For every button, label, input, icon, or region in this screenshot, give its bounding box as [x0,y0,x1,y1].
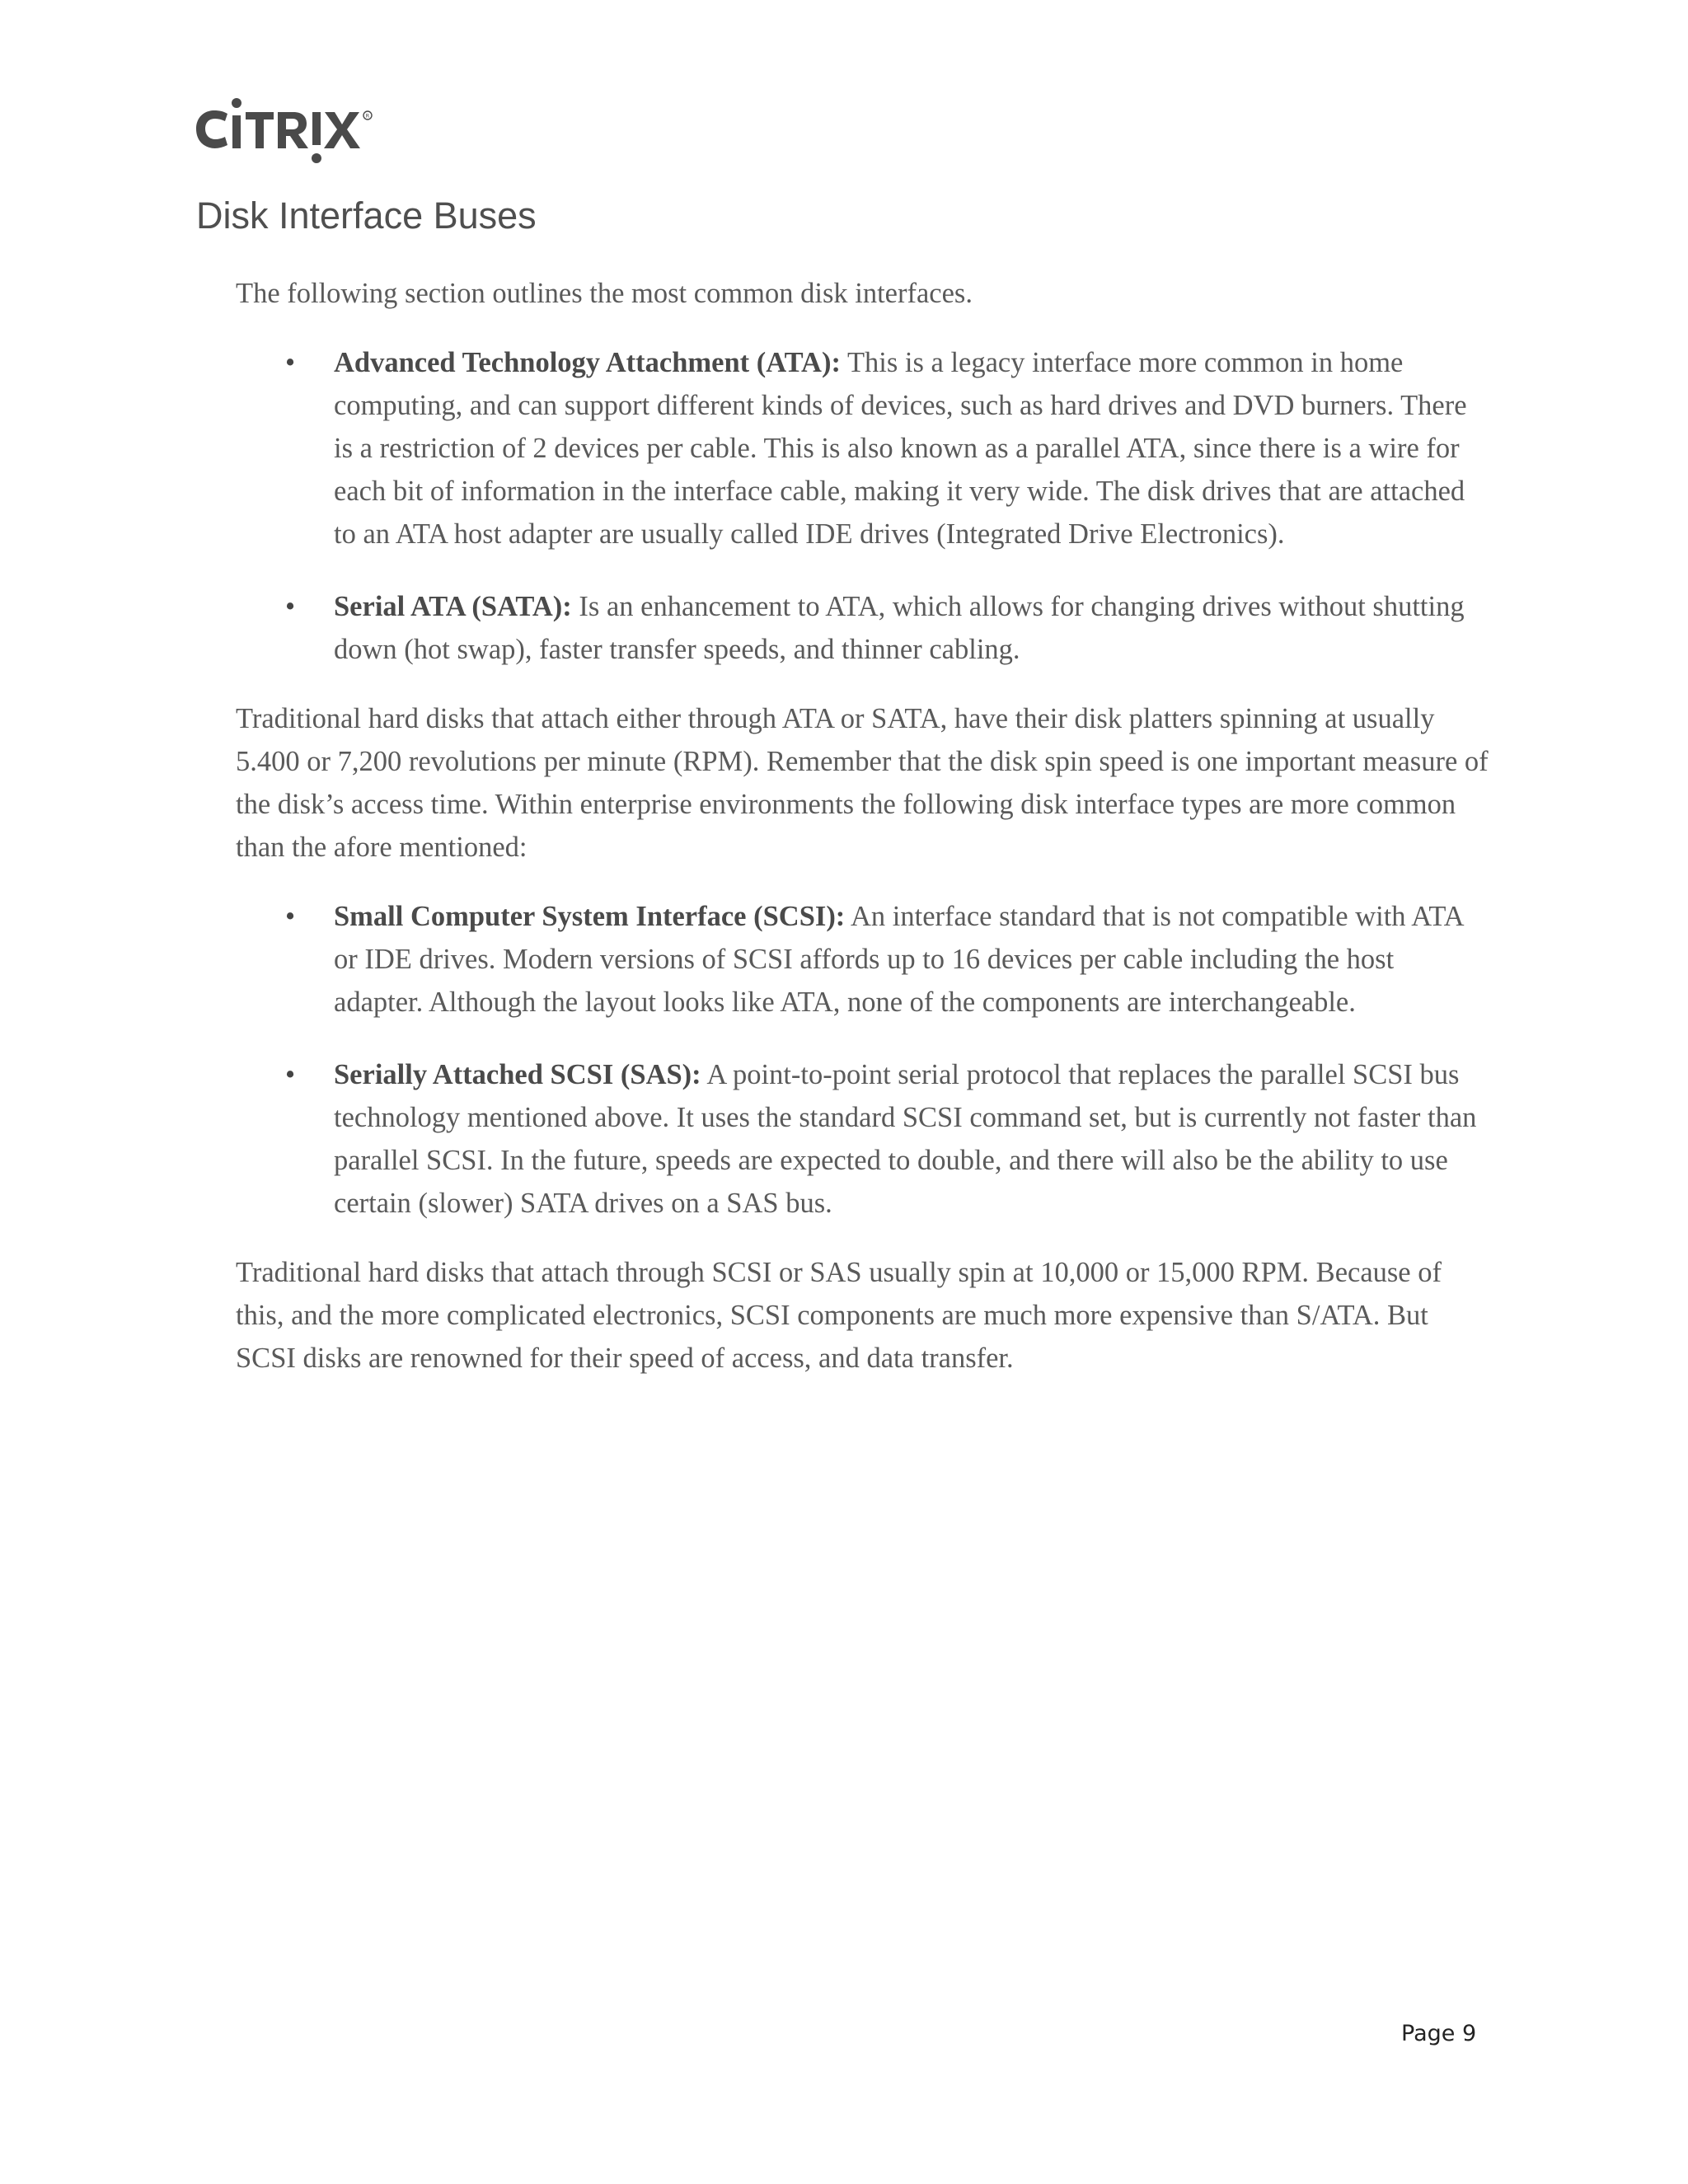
description-scsi: An interface standard that is not compatible with ATA or IDE drives. Modern versions of SCSI affords up to 16 devices per cable including the host adapter. Although the layout looks like ATA, none of the components are interchangeable. [334,901,1463,1018]
term-ata: Advanced Technology Attachment (ATA): [334,347,841,378]
document-body [236,272,1489,1406]
scsi-speed-paragraph: Traditional hard disks that attach through SCSI or SAS usually spin at 10,000 or 15,000 RPM. Because of this, and the more complicated electronics, SCSI components are much more expensive than S/ATA. But SCSI disks are renowned for their speed of access, and data transfer. [236,1257,1442,1374]
svg-text:R: R [365,112,370,120]
page-number: Page 9 [1401,2021,1477,2046]
bullet-icon: • [285,347,296,378]
bullet-icon: • [285,591,296,622]
intro-paragraph: The following section outlines the most common disk interfaces. [236,278,973,309]
term-sas: Serially Attached SCSI (SAS): [334,1059,701,1090]
description-ata: This is a legacy interface more common in home computing, and can support different kinds of devices, such as hard drives and DVD burners. There is a restriction of 2 devices per cable. This is also known as a parallel ATA, since there is a wire for each bit of information in the interface cable, making it very wide. The disk drives that are attached to an ATA host adapter are usually called IDE drives (Integrated Drive Electronics). [334,347,1467,550]
citrix-logo [196,96,394,175]
bullet-list-interfaces [236,341,1489,671]
list-item-scsi [236,895,1489,1024]
bullet-icon: • [285,901,296,932]
bullet-list-enterprise-interfaces [236,895,1489,1225]
list-item-sata [236,585,1489,671]
list-item-ata [236,341,1489,555]
list-item-sas [236,1053,1489,1225]
term-scsi: Small Computer System Interface (SCSI): [334,901,846,932]
rpm-paragraph: Traditional hard disks that attach either through ATA or SATA, have their disk platters spinning at usually 5.400 or 7,200 revolutions per minute (RPM). Remember that the disk spin speed is one important measure of the disk’s access time. Within enterprise environments the following disk interface types are more common than the afore mentioned: [236,703,1489,863]
description-sas: A point-to-point serial protocol that replaces the parallel SCSI bus technology mentioned above. It uses the standard SCSI command set, but is currently not faster than parallel SCSI. In the future, speeds are expected to double, and there will also be the ability to use certain (slower) SATA drives on a SAS bus. [334,1059,1477,1219]
description-sata: Is an enhancement to ATA, which allows for changing drives without shutting down (hot swap), faster transfer speeds, and thinner cabling. [334,591,1465,665]
page-title: Disk Interface Buses [196,194,537,237]
bullet-icon: • [285,1059,296,1090]
term-sata: Serial ATA (SATA): [334,591,572,622]
